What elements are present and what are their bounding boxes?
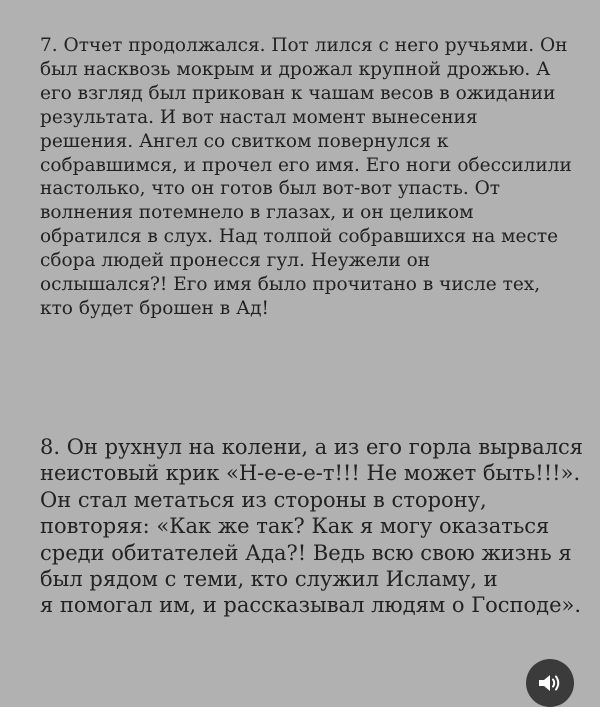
sound-toggle-button[interactable] xyxy=(526,659,574,707)
paragraph-7-line: результата. И вот настал момент вынесения xyxy=(40,106,478,128)
speaker-sound-icon xyxy=(537,672,563,694)
paragraph-7-line: настолько, что он готов был вот-вот упасть. От xyxy=(40,178,500,200)
paragraph-8-line: был рядом с теми, кто служил Исламу, и xyxy=(40,567,498,592)
paragraph-7-line: ослышался?! Его имя было прочитано в числе тех, xyxy=(40,274,541,296)
paragraph-7-line: кто будет брошен в Ад! xyxy=(40,297,269,319)
paragraph-7-line: собравшимся, и прочел его имя. Его ноги обессилили xyxy=(40,154,572,176)
paragraph-7 xyxy=(40,34,572,321)
paragraph-8-line: неистовый крик «Н-е-е-е-т!!! Не может быть!!!». xyxy=(40,461,581,486)
paragraph-7-line: решения. Ангел со свитком повернулся к xyxy=(40,130,449,152)
paragraph-7-line: обратился в слух. Над толпой собравшихся на месте xyxy=(40,226,559,248)
paragraph-7-line: 7. Отчет продолжался. Пот лился с него ручьями. Он xyxy=(40,35,568,56)
paragraph-8-line: среди обитателей Ада?! Ведь всю свою жизнь я xyxy=(40,540,572,565)
paragraph-7-line: был насквозь мокрым и дрожал крупной дрожью. А xyxy=(40,58,551,80)
paragraph-7-line: волнения потемнело в глазах, и он целиком xyxy=(40,202,474,224)
paragraph-8-line: повторяя: «Как же так? Как я могу оказаться xyxy=(40,514,550,539)
paragraph-8-line: я помогал им, и рассказывал людям о Господе». xyxy=(40,593,582,618)
paragraph-7-line: сбора людей пронесся гул. Неужели он xyxy=(40,250,431,272)
paragraph-8 xyxy=(40,434,584,619)
paragraph-8-line: Он стал метаться из стороны в сторону, xyxy=(40,487,487,512)
paragraph-7-line: его взгляд был прикован к чашам весов в ожидании xyxy=(40,82,556,104)
paragraph-8-line: 8. Он рухнул на колени, а из его горла вырвался xyxy=(40,435,584,459)
